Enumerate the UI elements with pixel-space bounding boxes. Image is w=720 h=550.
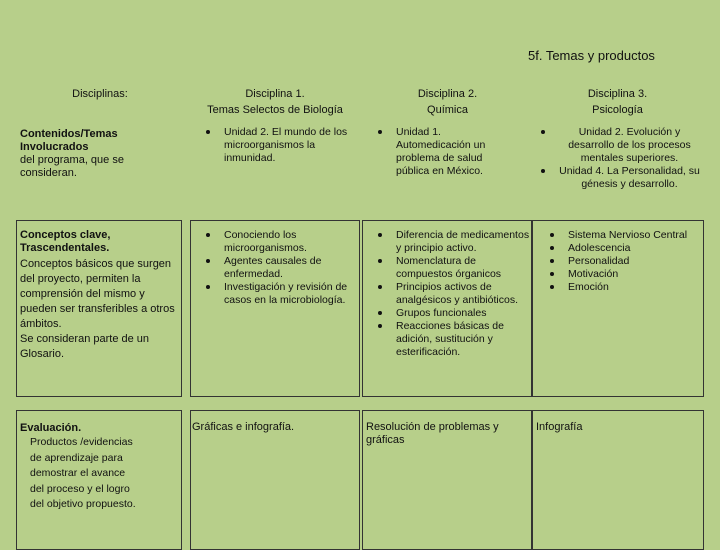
contenidos-label-rest: del programa, que se consideran. — [20, 154, 124, 179]
conceptos-label — [20, 229, 178, 362]
evaluacion-col2: Resolución de problemas y gráficas — [366, 421, 499, 446]
conceptos-label-rest: Conceptos básicos que surgen del proyecto, permiten la comprensión del mismo y pueden ser transferibles a otros ámbitos. — [20, 258, 175, 330]
header-disciplina-1-subtitle: Temas Selectos de Biología — [207, 104, 343, 116]
list-item: Motivación — [544, 268, 704, 281]
list-item: Conociendo los microorganismos. — [200, 229, 350, 255]
list-item: Principios activos de analgésicos y antibióticos. — [372, 281, 532, 307]
contenidos-label-bold: Contenidos/Temas Involucrados — [20, 128, 118, 153]
contenidos-label — [20, 128, 180, 180]
conceptos-label-bold: Conceptos clave, Trascendentales. — [20, 229, 111, 254]
evaluacion-label — [20, 422, 140, 513]
list-item: Unidad 4. La Personalidad, su génesis y desarrollo. — [535, 165, 700, 191]
header-disciplina-1 — [190, 86, 360, 118]
header-disciplinas: Disciplinas: — [72, 88, 128, 100]
header-disciplina-2-subtitle: Química — [427, 104, 468, 116]
evaluacion-col3: Infografía — [536, 421, 583, 433]
contenidos-col1-list — [200, 126, 350, 165]
list-item: Unidad 1. Automedicación un problema de salud pública en México. — [372, 126, 502, 178]
list-item: Grupos funcionales — [372, 307, 532, 320]
list-item: Unidad 2. El mundo de los microorganismos la inmunidad. — [200, 126, 350, 165]
header-disciplina-3-title: Disciplina 3. — [587, 88, 648, 100]
list-item: Diferencia de medicamentos y principio activo. — [372, 229, 532, 255]
list-item: Reacciones básicas de adición, sustitución y esterificación. — [372, 320, 532, 359]
header-disciplina-2-title: Disciplina 2. — [417, 88, 478, 100]
header-disciplina-3 — [535, 86, 700, 118]
header-disciplina-2 — [365, 86, 530, 118]
conceptos-col3-list — [544, 229, 704, 294]
conceptos-col2-list — [372, 229, 532, 359]
evaluacion-label-bold: Evaluación. — [20, 422, 82, 434]
contenidos-col2-list — [372, 126, 502, 178]
evaluacion-label-rest: Productos /evidencias de aprendizaje para demostrar el avance del proceso y el logro del objetivo propuesto. — [30, 436, 136, 510]
slide-title: 5f. Temas y productos — [528, 48, 655, 63]
header-disciplina-1-title: Disciplina 1. — [245, 88, 305, 100]
list-item: Unidad 2. Evolución y desarrollo de los procesos mentales superiores. — [535, 126, 700, 165]
list-item: Emoción — [544, 281, 704, 294]
header-disciplina-3-subtitle: Psicología — [592, 104, 643, 116]
contenidos-col3-list — [535, 126, 700, 191]
list-item: Sistema Nervioso Central — [544, 229, 704, 242]
evaluacion-col1: Gráficas e infografía. — [192, 421, 295, 433]
list-item: Nomenclatura de compuestos órganicos — [372, 255, 532, 281]
list-item: Personalidad — [544, 255, 704, 268]
conceptos-label-extra: Se consideran parte de un Glosario. — [20, 333, 150, 360]
list-item: Agentes causales de enfermedad. — [200, 255, 350, 281]
list-item: Adolescencia — [544, 242, 704, 255]
conceptos-col1-list — [200, 229, 350, 307]
list-item: Investigación y revisión de casos en la microbiología. — [200, 281, 350, 307]
